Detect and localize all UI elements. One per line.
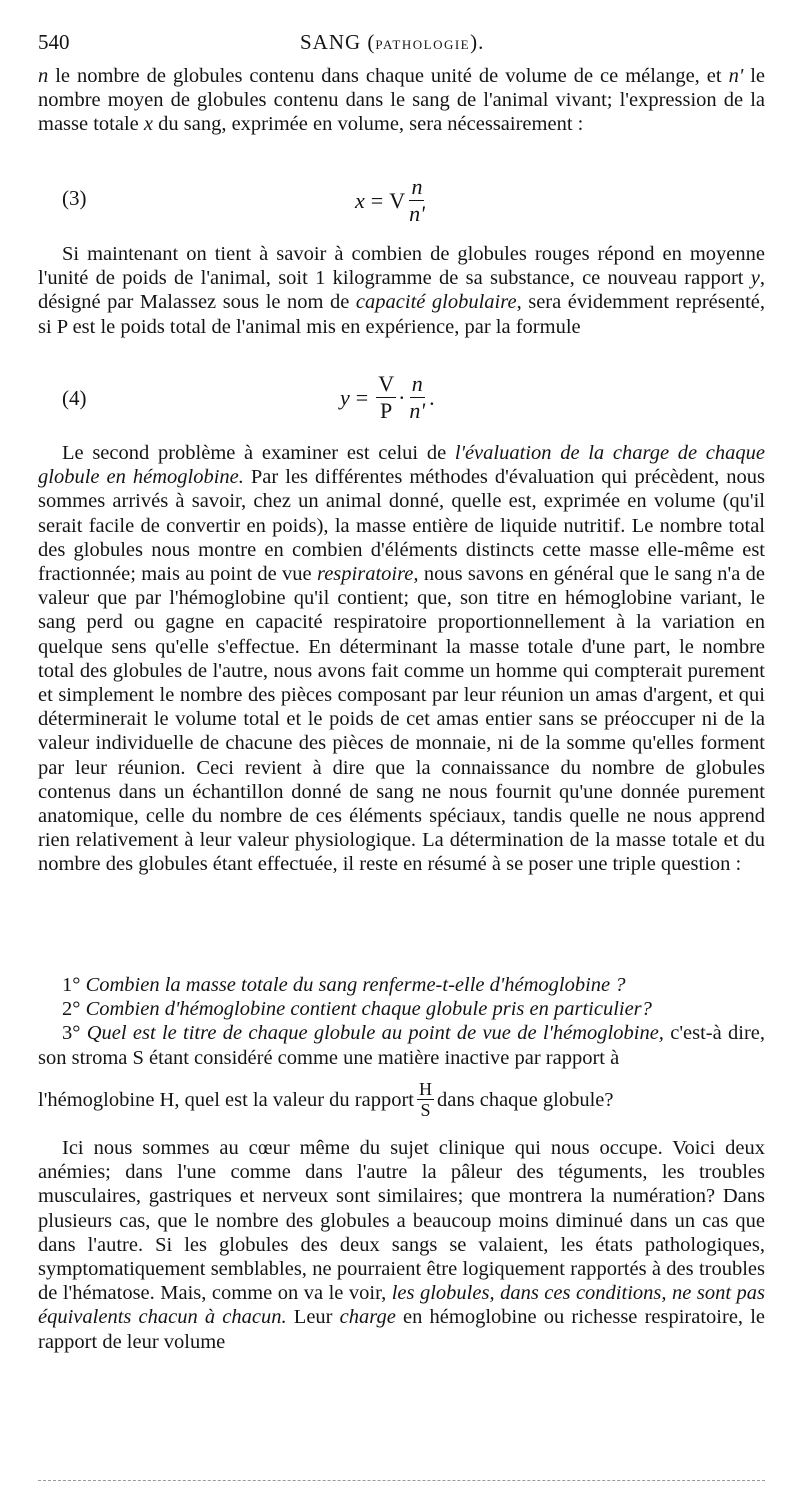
equation-4-denominator-2: n' bbox=[409, 398, 426, 423]
paragraph-2 bbox=[38, 242, 765, 339]
paragraph-2-text-a: Si maintenant on tient à savoir à combien de globules rouges répond en moyenne l'unité de poids de l'animal, soit 1 kilogramme de sa substance, ce nouveau rapport bbox=[38, 243, 765, 290]
equation-3-lhs: x bbox=[355, 187, 365, 213]
paragraph-3 bbox=[38, 441, 765, 877]
paragraph-4 bbox=[38, 1136, 765, 1354]
variable-y: y bbox=[750, 267, 760, 290]
question-3-rest: c'est-à dire, son stroma S étant considéré comme une matière inactive par rapport à bbox=[38, 1022, 765, 1069]
equation-4 bbox=[340, 373, 435, 422]
equation-4-equals: = bbox=[355, 384, 369, 410]
term-capacite-globulaire: capacité globulaire bbox=[355, 291, 517, 314]
question-2-text: Combien d'hémoglobine contient chaque globule pris en particulier? bbox=[85, 998, 652, 1021]
question-2 bbox=[38, 997, 765, 1021]
paragraph-4-italic-a: les globules, dans ces conditions, ne sont pas équivalents chacun à chacun. bbox=[38, 1282, 765, 1329]
paragraph-4-italic-b: charge bbox=[339, 1306, 396, 1329]
equation-4-fraction-1 bbox=[376, 373, 396, 422]
paragraph-2-text-c: , sera évidemment représenté, si P est le poids total de l'animal mis en expérience, par la formule bbox=[38, 291, 765, 338]
question-3-text: Quel est le titre de chaque globule au point de vue de l'hémoglobine, bbox=[86, 1022, 664, 1045]
question-list bbox=[38, 973, 765, 1070]
question-1 bbox=[38, 973, 765, 997]
paragraph-1 bbox=[38, 64, 765, 137]
paragraph-4-text-b: Leur bbox=[286, 1306, 340, 1329]
question-3-continuation-text-b: dans chaque globule? bbox=[437, 1088, 614, 1111]
equation-3-numerator: n bbox=[411, 174, 423, 199]
paragraph-1-text-a: le nombre de globules contenu dans chaque unité de volume de ce mélange, et bbox=[48, 65, 729, 87]
paragraph-3-text-a: Le second problème à examiner est celui de bbox=[62, 442, 455, 464]
equation-3 bbox=[355, 176, 429, 225]
equation-3-fraction bbox=[407, 176, 427, 225]
question-1-number: 1° bbox=[62, 974, 81, 996]
question-2-number: 2° bbox=[62, 998, 81, 1021]
equation-3-label: (3) bbox=[62, 186, 87, 210]
equation-3-factor: V bbox=[389, 187, 406, 213]
equation-4-numerator-1: V bbox=[378, 371, 395, 396]
paragraph-2-text-b: , désigné par Malassez sous le nom de bbox=[38, 267, 765, 314]
running-header-sub: PATHOLOGIE bbox=[375, 37, 471, 52]
paragraph-3-italic-a: l'évaluation de la charge de chaque globule en hémoglobine. bbox=[38, 442, 765, 489]
variable-n: n bbox=[38, 65, 49, 87]
running-header-main: SANG ( bbox=[300, 30, 376, 54]
paragraph-1-text-c: du sang, exprimée en volume, sera nécessairement : bbox=[153, 113, 584, 136]
paragraph-1-text-b: le nombre moyen de globules contenu dans le sang de l'animal vivant; l'expression de la masse totale bbox=[38, 65, 766, 136]
running-header bbox=[300, 30, 484, 55]
question-3-number: 3° bbox=[62, 1022, 81, 1045]
ratio-h-over-s bbox=[417, 1080, 434, 1119]
ratio-numerator: H bbox=[419, 1079, 433, 1099]
equation-3-denominator: n' bbox=[409, 201, 425, 226]
paragraph-4-text-c: en hémoglobine ou richesse respiratoire, le rapport de leur volume bbox=[38, 1306, 766, 1353]
ratio-denominator: S bbox=[420, 1100, 431, 1120]
equation-4-lhs: y bbox=[340, 384, 350, 410]
question-3 bbox=[38, 1021, 765, 1069]
question-1-text: Combien la masse totale du sang renferme-t-elle d'hémoglobine ? bbox=[85, 974, 626, 996]
equation-4-numerator-2: n bbox=[411, 371, 423, 396]
paragraph-3-text-b: Par les différentes méthodes d'évaluation qui précèdent, nous sommes arrivés à savoir, chez un animal donné, quelle est, exprimée en volume (qu'il serait facile de convertir en poids), la masse entière de liquide nutritif. Le nombre total des globules nous montre en combien d'éléments distincts cette masse elle-même est fractionnée; mais au point de vue bbox=[38, 466, 765, 586]
equation-3-equals: = bbox=[370, 187, 384, 213]
equation-4-dot: · bbox=[398, 384, 406, 410]
paragraph-3-italic-b: respiratoire, bbox=[316, 563, 419, 586]
page-number: 540 bbox=[38, 30, 70, 54]
question-3-continuation-text-a: l'hémoglobine H, quel est la valeur du rapport bbox=[38, 1088, 415, 1111]
variable-x: x bbox=[143, 113, 153, 136]
equation-4-fraction-2 bbox=[407, 373, 427, 422]
question-3-continuation bbox=[38, 1080, 613, 1119]
paragraph-4-text-a: Ici nous sommes au cœur même du sujet clinique qui nous occupe. Voici deux anémies; dans l'une comme dans l'autre la pâleur des téguments, les troubles musculaires, gastriques et nerveux sont similaires; que montrera la numération? Dans plusieurs cas, que le nombre des globules a beaucoup moins diminué dans un cas que dans l'autre. Si les globules des deux sangs se valaient, les états pathologiques, symptomatiquement semblables, ne pourraient être logiquement rapportés à des troubles de l'hématose. Mais, comme on va le voir, bbox=[38, 1137, 765, 1305]
equation-4-label: (4) bbox=[62, 386, 87, 410]
paragraph-3-text-c: nous savons en général que le sang n'a de valeur que par l'hémoglobine qu'il contient; que, son titre en hémoglobine variant, le sang perd ou gagne en capacité respiratoire proportionnellement à la variation en quelque sens qu'elle s'effectue. En déterminant la masse totale d'une part, le nombre total des globules de l'autre, nous avons fait comme un homme qui compterait purement et simplement le nombre des pièces composant par leur réunion un amas d'argent, et qui déterminerait le volume total et le poids de cet amas entier sans se préoccuper ni de la valeur individuelle de chacune des pièces de monnaie, ni de la somme qu'elles forment par leur réunion. Ceci revient à dire que la connaissance du nombre de globules contenus dans un échantillon donné de sang ne nous fournit qu'une donnée purement anatomique, celle du nombre de ces éléments spéciaux, tandis quelle ne nous apprend rien relativement à leur valeur physiologique. La détermination de la masse totale et du nombre des globules étant effectuée, il reste en résumé à se poser une triple question : bbox=[38, 563, 766, 876]
footer-dashed-rule bbox=[38, 1480, 765, 1481]
running-header-end: ). bbox=[470, 30, 485, 54]
equation-4-end: . bbox=[429, 384, 435, 410]
equation-4-denominator-1: P bbox=[380, 398, 393, 423]
variable-n-prime: n' bbox=[728, 65, 744, 87]
